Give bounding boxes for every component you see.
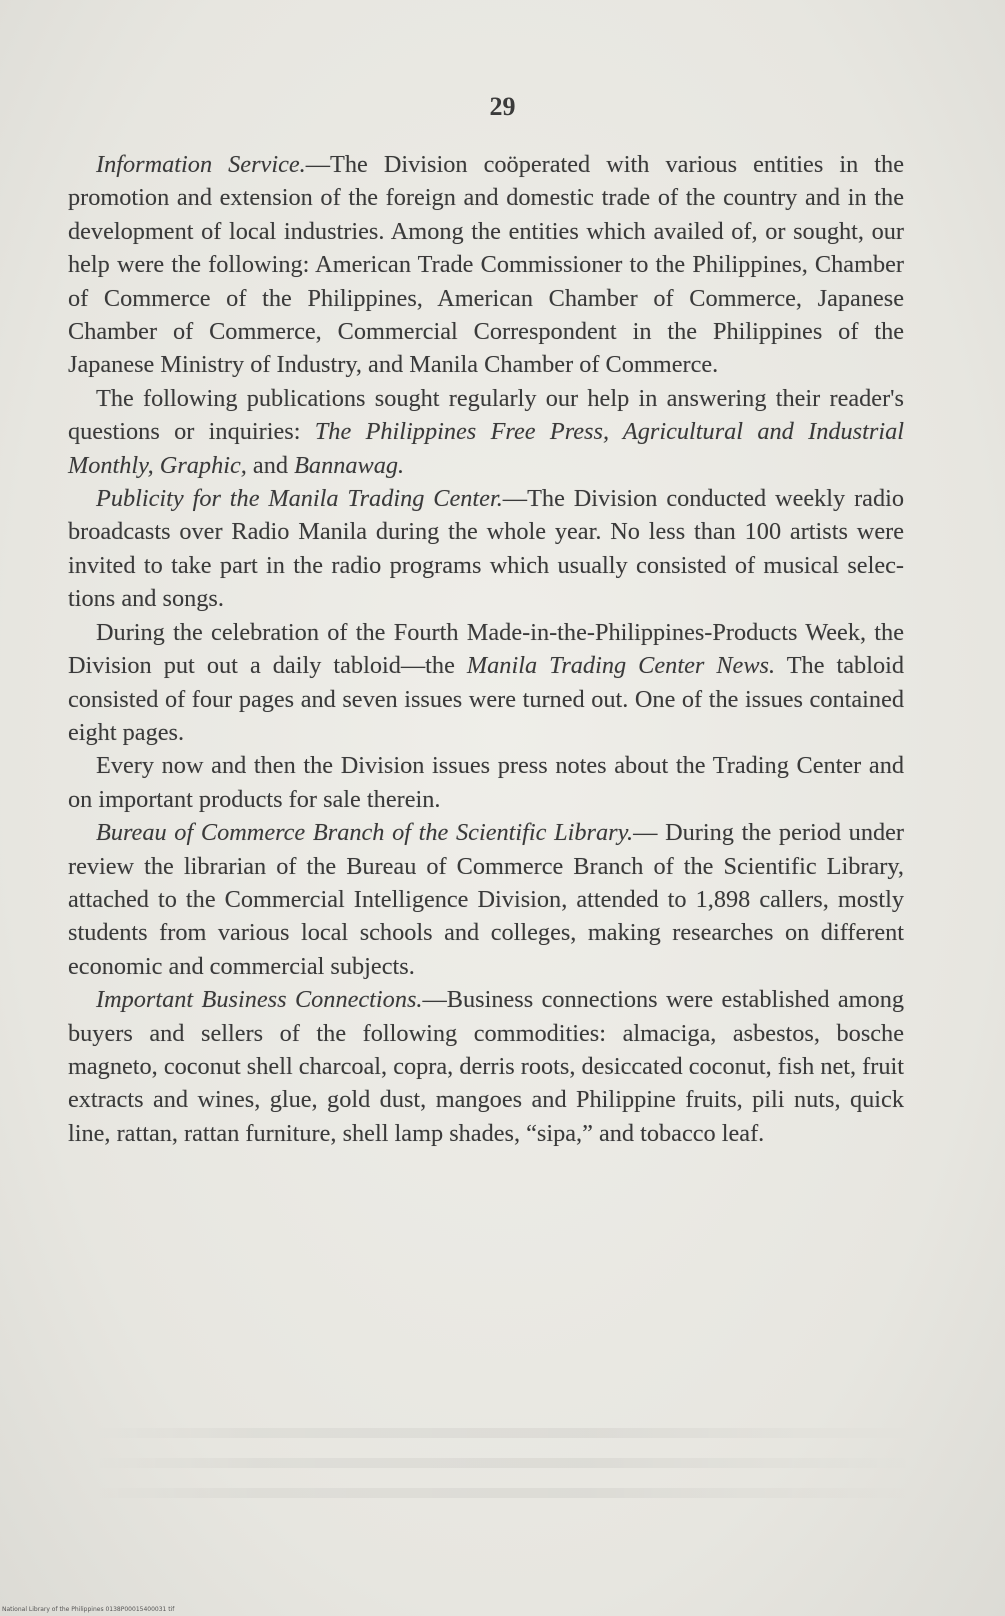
paragraph-text: The tabloid consisted of four pages and seven issues were turned out. One of the issues contained eight pages. [68,652,905,746]
paragraph-text: —The Division coöperated with various entities in the promotion and extension of the foreign and domestic trade of the country and in the development of local industries. Among the entities which availed of, or sought, our help were the following: American Trade Commissioner to the Philippines, Chamber of Commerce of the Philippines, American Chamber of Commerce, Japanese Chamber of Commerce, Commercial Correspondent in the Philippines of the Japanese Ministry of Industry, and Manila Chamber of Commerce. [68,151,904,379]
paragraph-text: During the celebration of the Fourth Made-in-the-Philippines-Products Week, the Division put out a daily tabloid—the [68,618,904,680]
publication-titles: The Philippines Free Press, Agricultural and Industrial Monthly, Graphic, [68,418,904,479]
paragraph-publications [68,382,904,482]
bleed-through-shadow [90,1458,920,1468]
paragraph-publicity [68,482,904,616]
section-heading: Important Business Connections. [96,986,423,1014]
section-heading: Publicity for the Manila Trading Center. [96,485,503,513]
paragraph-text: —Business connections were established among buyers and sellers of the following commodities: almaciga, asbestos, bosche magneto, coconut shell charcoal, copra, derris roots, desiccated coconut, fish net, fruit extracts and wines, glue, gold dust, mangoes and Philippine fruits, pili nuts, quick line, rattan, rattan furniture, shell lamp shades, “sipa,” and tobacco leaf. [68,986,904,1147]
tabloid-title: Manila Trading Center News. [466,652,776,680]
paragraph-press-notes [68,749,904,816]
paragraph-text: —The Division conducted weekly radio broadcasts over Radio Manila during the whole year. No less than 100 artists were invited to take part in the radio programs which usually consisted of musical selections and songs. [68,485,904,613]
bleed-through-shadow [90,1488,920,1498]
publication-title: Bannawag. [294,451,405,479]
section-heading: Information Service. [96,151,306,178]
bleed-through-shadow [90,1428,920,1438]
paragraph-text: — During the period under review the librarian of the Bureau of Commerce Branch of the Scientific Library, attached to the Commercial Intelligence Division, attended to 1,898 callers, mostly students from various local schools and colleges, making researches on different economic and commercial subjects. [68,819,904,980]
paragraph-information-service [68,148,904,382]
paragraph-tabloid [68,616,904,750]
paragraph-business-connections [68,983,904,1150]
paragraph-text: Every now and then the Division issues press notes about the Trading Center and on important products for sale therein. [68,752,904,813]
scan-footer-label: National Library of the Philippines 0138P00015400031 tif [2,1606,175,1613]
paragraph-text: The following publications sought regularly our help in answering their reader's questions or inquiries: [68,384,904,446]
section-heading: Bureau of Commerce Branch of the Scientific Library. [96,819,634,847]
page-number: 29 [489,92,516,121]
paragraph-library [68,816,904,983]
body-text [68,148,904,1150]
paragraph-text: and [246,451,295,479]
